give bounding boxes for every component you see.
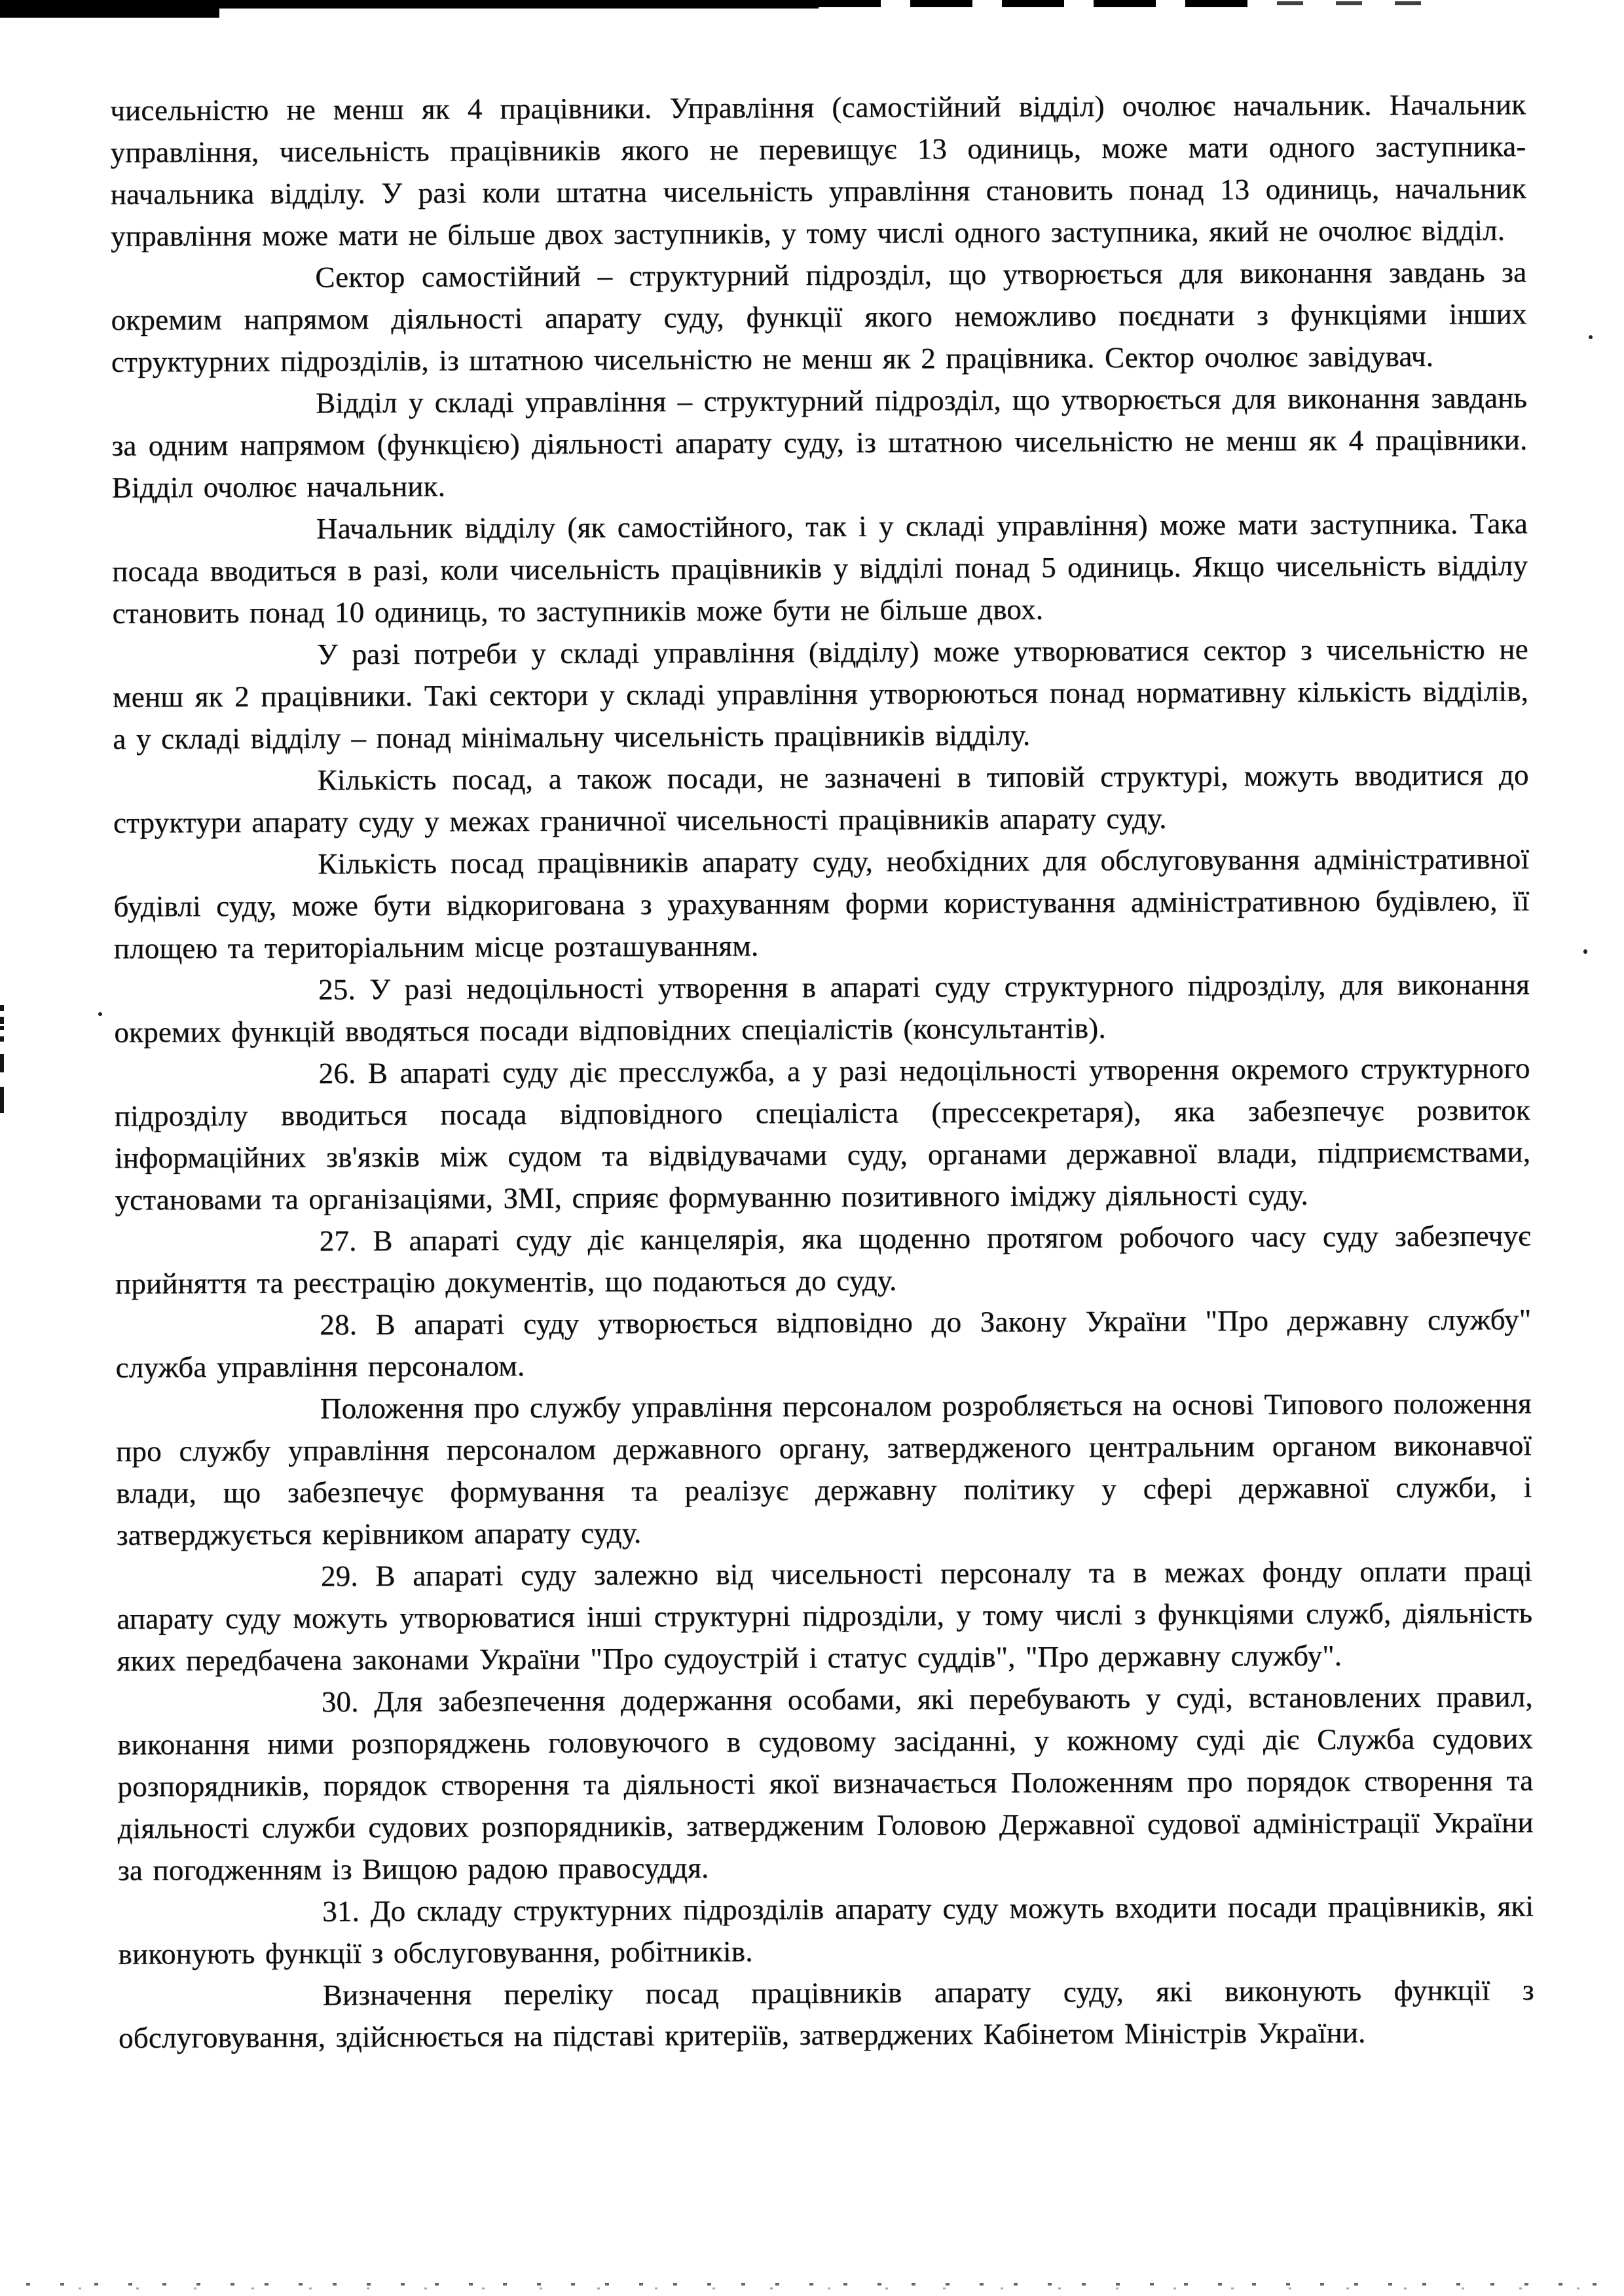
scan-artifact-left-dash bbox=[0, 1026, 4, 1030]
paragraph: 25. У разі недоцільності утворення в апараті суду структурного підрозділу, для виконання окремих функцій вводяться посади відповідних спеціалістів (консультантів). bbox=[114, 968, 1530, 1049]
paragraph: У разі потреби у складі управління (відділу) може утворюватися сектор з чисельністю не менш як 2 працівники. Такі сектори у складі управління утворюються понад нормативну кількість відділів, а у складі відділу – понад мінімальну чисельність працівників відділу. bbox=[112, 632, 1529, 756]
paragraph: 30. Для забезпечення додержання особами, які перебувають у суді, встановлених правил, виконання ними розпоряджень головуючого в судовому засіданні, у кожному суді діє Служба судових розпорядників, порядок створення та діяльності якої визначається Положенням про порядок створення та діяльності служби судових розпорядників, затвердженим Головою Державної судової адміністрації України за погодженням із Вищою радою правосуддя. bbox=[117, 1680, 1534, 1887]
scan-artifact-bottom-dots bbox=[79, 2287, 1585, 2289]
paragraph: Кількість посад працівників апарату суду, необхідних для обслуговування адміністративної будівлі суду, може бути відкоригована з урахуванням форми користування адміністративною будівлею, її площею та територіальним місце розташуванням. bbox=[113, 842, 1530, 965]
scan-artifact-top-dashes bbox=[819, 0, 1251, 7]
scan-artifact-speck bbox=[1589, 335, 1593, 339]
scan-artifact-top-bar bbox=[0, 0, 819, 9]
paragraph: 26. В апараті суду діє пресслужба, а у разі недоцільності утворення окремого структурного підрозділу вводиться посада відповідного спеціаліста (прессекретаря), яка забезпечує розвиток інформаційних зв'язків між судом та відвідувачами суду, органами державної влади, підприємствами, установами та організаціями, ЗМІ, сприяє формуванню позитивного іміджу діяльності суду. bbox=[114, 1051, 1531, 1216]
scan-artifact-top-faint-dashes bbox=[1277, 1, 1421, 5]
paragraph: 27. В апараті суду діє канцелярія, яка щоденно протягом робочого часу суду забезпечує прийняття та реєстрацію документів, що подаються до суду. bbox=[115, 1219, 1531, 1300]
scan-artifact-speck bbox=[1583, 949, 1587, 954]
paragraph: чисельністю не менш як 4 працівники. Управління (самостійний відділ) очолює начальник. Начальник управління, чисельність працівників якого не перевищує 13 одиниць, може мати одного заступника-начальника відділу. У разі коли штатна чисельність управління становить понад 13 одиниць, начальник управління може мати не більше двох заступників, у тому числі одного заступника, який не очолює відділ. bbox=[110, 88, 1526, 253]
paragraph: Відділ у складі управління – структурний підрозділ, що утворюється для виконання завдань за одним напрямом (функцією) діяльності апарату суду, із штатною чисельністю не менш як 4 працівники. Відділ очолює начальник. bbox=[111, 381, 1528, 504]
paragraph: 28. В апараті суду утворюється відповідно до Закону України "Про державну службу" служба управління персоналом. bbox=[115, 1303, 1532, 1384]
scan-artifact-left-dash bbox=[0, 1005, 4, 1011]
paragraph: Сектор самостійний – структурний підрозділ, що утворюється для виконання завдань за окремим напрямом діяльності апарату суду, функції якого неможливо поєднати з функціями інших структурних підрозділів, із штатною чисельністю не менш як 2 працівника. Сектор очолює завідувач. bbox=[111, 255, 1527, 378]
scan-artifact-bottom-dots bbox=[26, 2283, 1598, 2286]
scan-artifact-speck bbox=[98, 1012, 102, 1016]
document-text bbox=[110, 83, 1534, 2058]
paragraph: Начальник відділу (як самостійного, так і у складі управління) може мати заступника. Така посада вводиться в разі, коли чисельність працівників у відділі понад 5 одиниць. Якщо чисельність відділу становить понад 10 одиниць, то заступників може бути не більше двох. bbox=[112, 507, 1528, 630]
paragraph: 29. В апараті суду залежно від чисельності персоналу та в межах фонду оплати праці апарату суду можуть утворюватися інші структурні підрозділи, у тому числі з функціями служб, діяльність яких передбачена законами України "Про судоустрій і статус суддів", "Про державну службу". bbox=[117, 1554, 1533, 1677]
paragraph: Положення про службу управління персоналом розробляється на основі Типового положення про службу управління персоналом державного органу, затвердженого центральним органом виконавчої влади, що забезпечує формування та реалізує державну політику у сфері державної служби, і затверджується керівником апарату суду. bbox=[115, 1387, 1532, 1552]
scan-artifact-left-dash bbox=[0, 1017, 4, 1024]
paragraph: Визначення переліку посад працівників апарату суду, які виконують функції з обслуговування, здійснюється на підставі критеріїв, затверджених Кабінетом Міністрів України. bbox=[118, 1973, 1534, 2054]
paragraph: Кількість посад, а також посади, не зазначені в типовій структурі, можуть вводитися до структури апарату суду у межах граничної чисельності працівників апарату суду. bbox=[113, 758, 1529, 839]
scan-artifact-left-dash bbox=[0, 1087, 4, 1113]
scan-artifact-left-dash bbox=[0, 1054, 4, 1072]
paragraph: 31. До складу структурних підрозділів апарату суду можуть входити посади працівників, які виконують функції з обслуговування, робітників. bbox=[118, 1889, 1534, 1971]
scan-artifact-left-dash bbox=[0, 1036, 4, 1042]
